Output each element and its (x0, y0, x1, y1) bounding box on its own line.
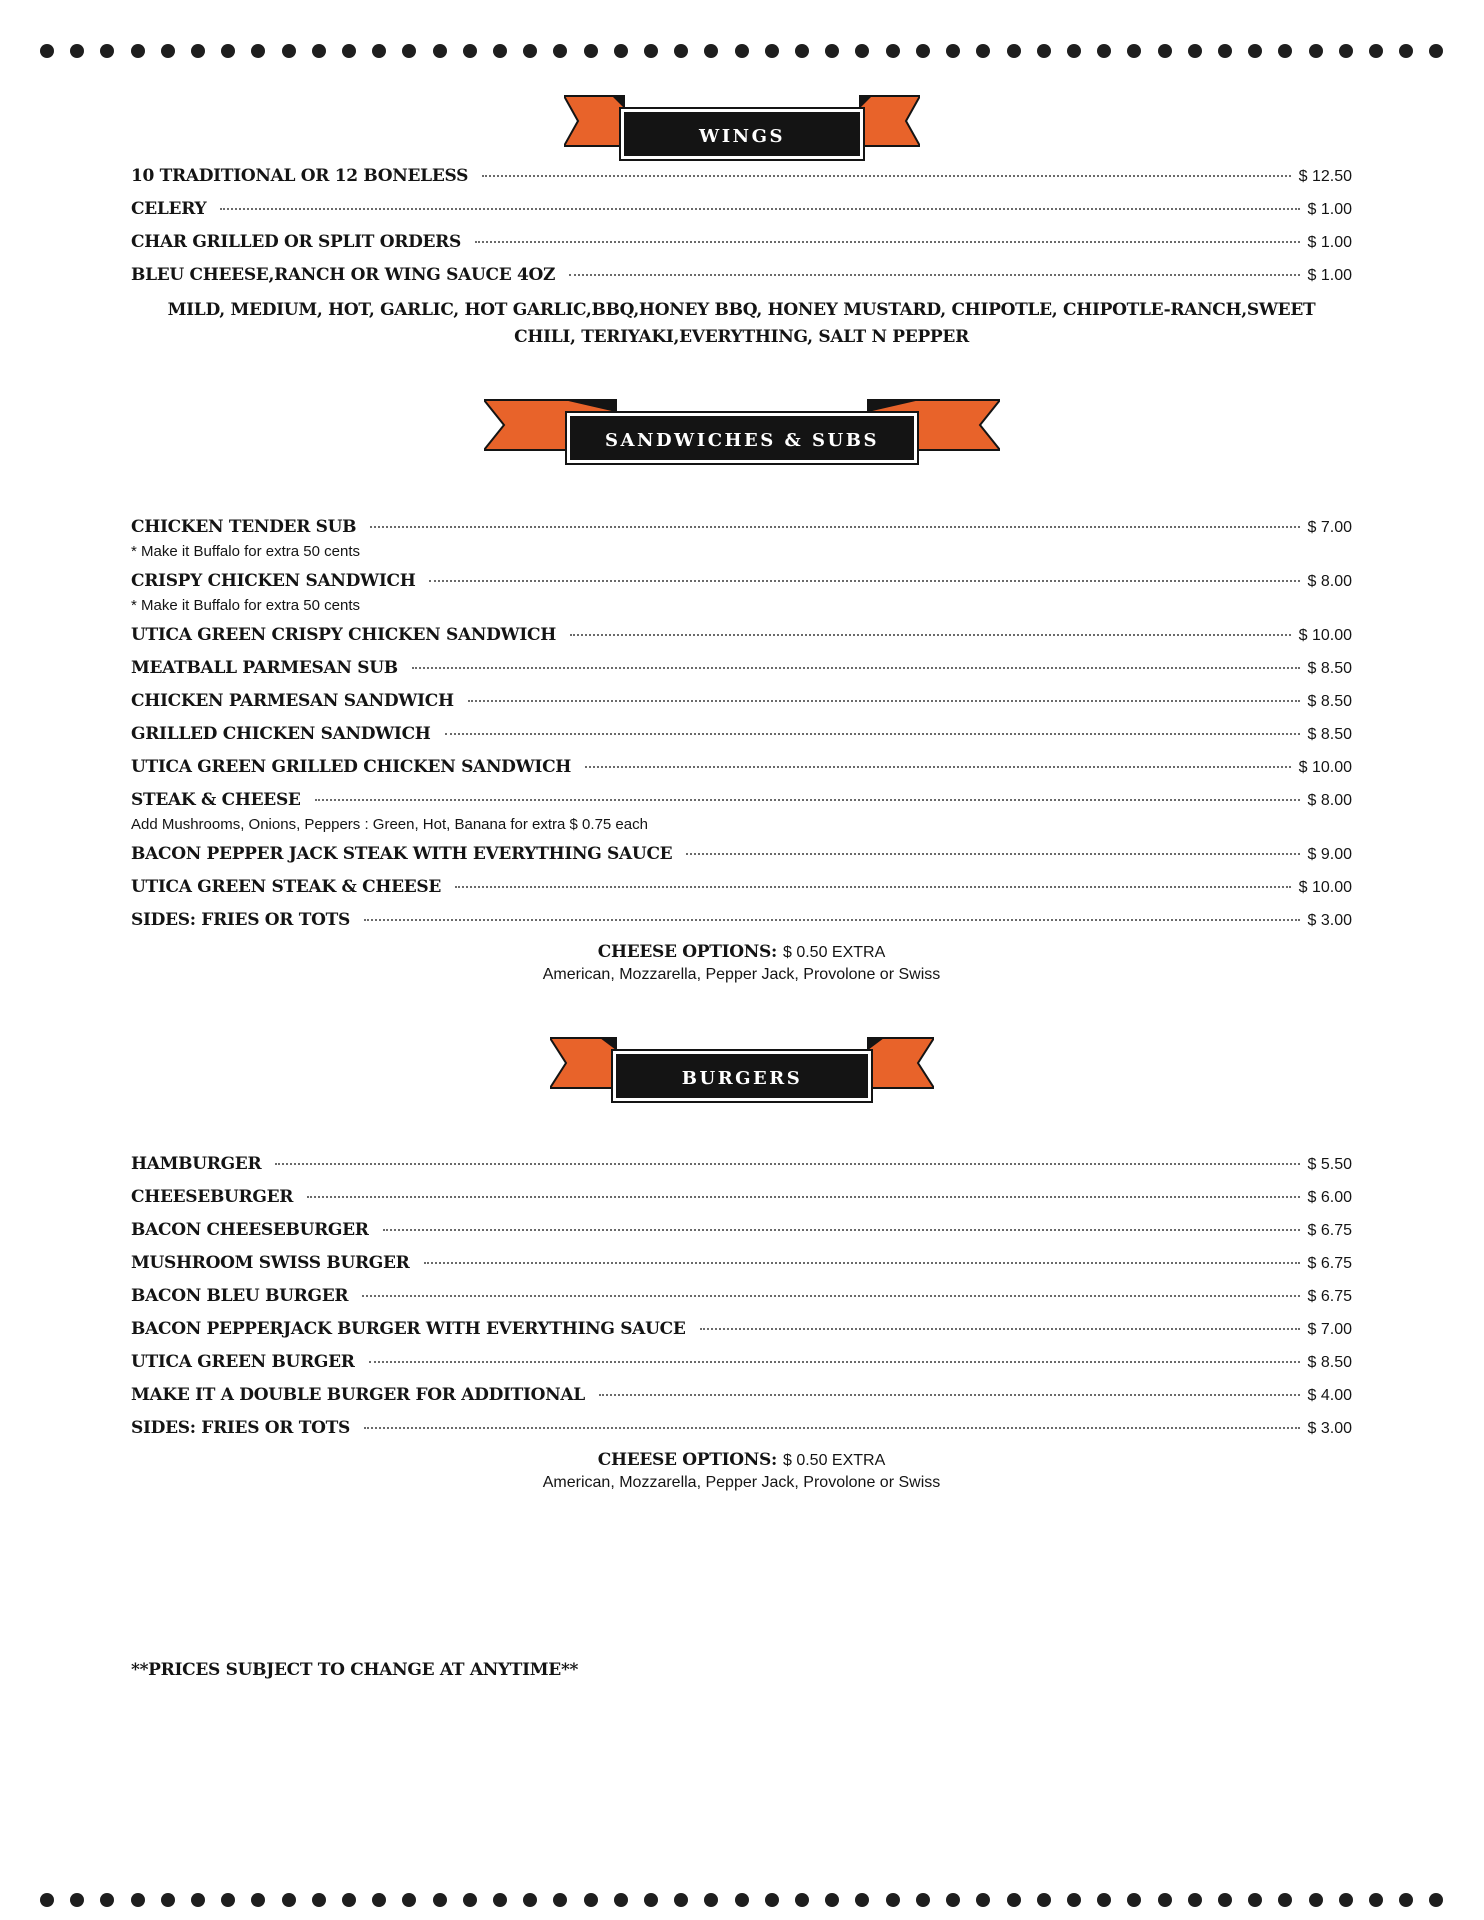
border-dot (1248, 1893, 1262, 1907)
cheese-options-price: $ 0.50 EXTRA (782, 944, 886, 961)
menu-item (131, 757, 1352, 777)
item-name: CHICKEN TENDER SUB (131, 517, 357, 537)
menu-item (131, 1319, 1352, 1339)
border-dot (946, 44, 960, 58)
dot-leader (307, 1196, 1299, 1198)
price-disclaimer: **PRICES SUBJECT TO CHANGE AT ANYTIME** (131, 1660, 579, 1680)
border-dot (342, 1893, 356, 1907)
item-name: CHAR GRILLED OR SPLIT ORDERS (131, 232, 461, 252)
border-dot (735, 1893, 749, 1907)
border-dot (1007, 44, 1021, 58)
item-name: MEATBALL PARMESAN SUB (131, 658, 398, 678)
sandwiches-banner (484, 396, 1000, 468)
dot-leader (475, 241, 1300, 243)
dot-leader (468, 700, 1300, 702)
item-name: BACON BLEU BURGER (131, 1286, 349, 1306)
dot-leader (686, 853, 1299, 855)
border-dot (644, 1893, 658, 1907)
item-name: CHICKEN PARMESAN SANDWICH (131, 691, 454, 711)
border-dot (372, 44, 386, 58)
item-price: $ 3.00 (1307, 912, 1352, 929)
item-price: $ 8.50 (1307, 726, 1352, 743)
border-dot (614, 44, 628, 58)
cheese-options (131, 942, 1352, 984)
item-name: CELERY (131, 199, 207, 219)
border-dot (704, 44, 718, 58)
menu-item (131, 1154, 1352, 1174)
border-dot (1067, 44, 1081, 58)
border-dot (191, 44, 205, 58)
border-dot (1037, 44, 1051, 58)
menu-item (131, 691, 1352, 711)
item-price: $ 6.75 (1307, 1288, 1352, 1305)
sandwiches-title: SANDWICHES & SUBS (605, 430, 879, 451)
dot-leader (429, 580, 1299, 582)
border-dot (855, 1893, 869, 1907)
wings-banner (564, 92, 920, 164)
border-dot (131, 1893, 145, 1907)
border-dot (1429, 44, 1443, 58)
cheese-options-title: CHEESE OPTIONS: (597, 1450, 777, 1470)
border-dot (1037, 1893, 1051, 1907)
border-dot (493, 1893, 507, 1907)
border-dot (704, 1893, 718, 1907)
border-dot (523, 1893, 537, 1907)
item-price: $ 8.50 (1307, 1354, 1352, 1371)
border-dot (100, 44, 114, 58)
item-name: UTICA GREEN CRISPY CHICKEN SANDWICH (131, 625, 556, 645)
menu-item (131, 877, 1352, 897)
dot-leader (364, 1427, 1300, 1429)
item-price: $ 8.00 (1307, 792, 1352, 809)
border-dot (70, 1893, 84, 1907)
border-dot (644, 44, 658, 58)
border-dot (976, 1893, 990, 1907)
border-dot (1067, 1893, 1081, 1907)
item-name: MAKE IT A DOUBLE BURGER FOR ADDITIONAL (131, 1385, 585, 1405)
border-dot (795, 44, 809, 58)
border-dot (1218, 44, 1232, 58)
item-price: $ 7.00 (1307, 519, 1352, 536)
cheese-options (131, 1450, 1352, 1492)
item-price: $ 8.00 (1307, 573, 1352, 590)
dot-leader (412, 667, 1300, 669)
item-name: MUSHROOM SWISS BURGER (131, 1253, 410, 1273)
border-dot (916, 44, 930, 58)
item-price: $ 1.00 (1307, 201, 1352, 218)
dot-leader (424, 1262, 1300, 1264)
dot-leader (364, 919, 1300, 921)
item-note: * Make it Buffalo for extra 50 cents (131, 543, 361, 560)
border-dot (1248, 44, 1262, 58)
border-dot (40, 44, 54, 58)
border-dot (1429, 1893, 1443, 1907)
item-note: Add Mushrooms, Onions, Peppers : Green, Hot, Banana for extra $ 0.75 each (131, 816, 648, 833)
border-dot (221, 44, 235, 58)
wing-flavors (131, 297, 1352, 351)
border-dot (1339, 44, 1353, 58)
border-dot (463, 1893, 477, 1907)
wing-flavors-line: MILD, MEDIUM, HOT, GARLIC, HOT GARLIC,BBQ,HONEY BBQ, HONEY MUSTARD, CHIPOTLE, CHIPOTLE-RANCH,SWEET (167, 300, 1316, 320)
cheese-options-price: $ 0.50 EXTRA (782, 1452, 886, 1469)
item-price: $ 9.00 (1307, 846, 1352, 863)
border-dot (1369, 44, 1383, 58)
border-dot (674, 1893, 688, 1907)
border-dot (221, 1893, 235, 1907)
item-name: UTICA GREEN GRILLED CHICKEN SANDWICH (131, 757, 572, 777)
border-dot (584, 1893, 598, 1907)
border-dot (916, 1893, 930, 1907)
cheese-options-list: American, Mozzarella, Pepper Jack, Provolone or Swiss (542, 966, 941, 983)
menu-item (131, 571, 1352, 591)
item-price: $ 6.75 (1307, 1222, 1352, 1239)
border-dot (131, 44, 145, 58)
dot-leader (482, 175, 1291, 177)
border-dot (1278, 44, 1292, 58)
dot-leader (362, 1295, 1299, 1297)
border-dot (312, 44, 326, 58)
border-dot (402, 1893, 416, 1907)
border-dot (1369, 1893, 1383, 1907)
item-note: * Make it Buffalo for extra 50 cents (131, 597, 361, 614)
dot-leader (370, 526, 1299, 528)
item-price: $ 3.00 (1307, 1420, 1352, 1437)
border-dot (765, 44, 779, 58)
border-dot (825, 1893, 839, 1907)
item-price: $ 1.00 (1307, 267, 1352, 284)
border-dot (1399, 1893, 1413, 1907)
item-price: $ 1.00 (1307, 234, 1352, 251)
item-name: SIDES: FRIES OR TOTS (131, 910, 350, 930)
top-dot-border (40, 40, 1444, 62)
item-name: 10 TRADITIONAL OR 12 BONELESS (131, 166, 469, 186)
border-dot (1309, 1893, 1323, 1907)
menu-item (131, 1286, 1352, 1306)
item-name: BACON PEPPER JACK STEAK WITH EVERYTHING SAUCE (131, 844, 673, 864)
item-price: $ 10.00 (1298, 879, 1352, 896)
menu-item (131, 1418, 1352, 1438)
dot-leader (315, 799, 1300, 801)
wings-title: WINGS (699, 126, 785, 147)
bottom-dot-border (40, 1889, 1444, 1911)
border-dot (735, 44, 749, 58)
item-price: $ 6.75 (1307, 1255, 1352, 1272)
border-dot (161, 1893, 175, 1907)
cheese-options-title: CHEESE OPTIONS: (597, 942, 777, 962)
border-dot (886, 44, 900, 58)
item-price: $ 8.50 (1307, 693, 1352, 710)
border-dot (433, 1893, 447, 1907)
menu-item (131, 844, 1352, 864)
border-dot (1097, 44, 1111, 58)
item-name: CRISPY CHICKEN SANDWICH (131, 571, 416, 591)
item-price: $ 12.50 (1298, 168, 1352, 185)
border-dot (161, 44, 175, 58)
menu-item (131, 724, 1352, 744)
border-dot (1127, 1893, 1141, 1907)
item-price: $ 5.50 (1307, 1156, 1352, 1173)
border-dot (1127, 44, 1141, 58)
border-dot (1158, 1893, 1172, 1907)
dot-leader (383, 1229, 1300, 1231)
dot-leader (570, 634, 1291, 636)
border-dot (493, 44, 507, 58)
item-name: BACON CHEESEBURGER (131, 1220, 369, 1240)
border-dot (282, 44, 296, 58)
dot-leader (585, 766, 1291, 768)
burgers-banner (550, 1034, 934, 1106)
border-dot (976, 44, 990, 58)
item-name: UTICA GREEN BURGER (131, 1352, 355, 1372)
item-price: $ 10.00 (1298, 627, 1352, 644)
border-dot (463, 44, 477, 58)
dot-leader (455, 886, 1291, 888)
menu-item (131, 199, 1352, 219)
item-price: $ 7.00 (1307, 1321, 1352, 1338)
border-dot (523, 44, 537, 58)
menu-item (131, 1253, 1352, 1273)
menu-item (131, 265, 1352, 285)
menu-item (131, 1352, 1352, 1372)
border-dot (614, 1893, 628, 1907)
item-name: BACON PEPPERJACK BURGER WITH EVERYTHING SAUCE (131, 1319, 686, 1339)
border-dot (251, 1893, 265, 1907)
menu-item (131, 517, 1352, 537)
dot-leader (220, 208, 1299, 210)
wing-flavors-line: CHILI, TERIYAKI,EVERYTHING, SALT N PEPPER (514, 327, 969, 347)
border-dot (1007, 1893, 1021, 1907)
border-dot (100, 1893, 114, 1907)
border-dot (1158, 44, 1172, 58)
menu-item (131, 1187, 1352, 1207)
item-price: $ 6.00 (1307, 1189, 1352, 1206)
border-dot (1188, 44, 1202, 58)
border-dot (825, 44, 839, 58)
border-dot (251, 44, 265, 58)
menu-item (131, 625, 1352, 645)
item-name: STEAK & CHEESE (131, 790, 301, 810)
border-dot (553, 44, 567, 58)
border-dot (795, 1893, 809, 1907)
menu-item (131, 910, 1352, 930)
border-dot (40, 1893, 54, 1907)
item-name: CHEESEBURGER (131, 1187, 294, 1207)
border-dot (1188, 1893, 1202, 1907)
dot-leader (599, 1394, 1300, 1396)
dot-leader (700, 1328, 1300, 1330)
border-dot (674, 44, 688, 58)
border-dot (584, 44, 598, 58)
cheese-options-list: American, Mozzarella, Pepper Jack, Provolone or Swiss (542, 1474, 941, 1491)
border-dot (433, 44, 447, 58)
border-dot (191, 1893, 205, 1907)
menu-item (131, 1385, 1352, 1405)
border-dot (312, 1893, 326, 1907)
border-dot (1218, 1893, 1232, 1907)
menu-item (131, 232, 1352, 252)
border-dot (402, 44, 416, 58)
item-name: GRILLED CHICKEN SANDWICH (131, 724, 431, 744)
menu-item (131, 658, 1352, 678)
border-dot (855, 44, 869, 58)
menu-item (131, 790, 1352, 810)
item-price: $ 4.00 (1307, 1387, 1352, 1404)
border-dot (553, 1893, 567, 1907)
border-dot (765, 1893, 779, 1907)
menu-item (131, 1220, 1352, 1240)
item-name: SIDES: FRIES OR TOTS (131, 1418, 350, 1438)
dot-leader (445, 733, 1300, 735)
border-dot (342, 44, 356, 58)
item-price: $ 10.00 (1298, 759, 1352, 776)
border-dot (886, 1893, 900, 1907)
dot-leader (275, 1163, 1299, 1165)
border-dot (1278, 1893, 1292, 1907)
border-dot (1097, 1893, 1111, 1907)
border-dot (946, 1893, 960, 1907)
border-dot (1339, 1893, 1353, 1907)
burgers-title: BURGERS (681, 1068, 803, 1089)
border-dot (282, 1893, 296, 1907)
item-price: $ 8.50 (1307, 660, 1352, 677)
menu-item (131, 166, 1352, 186)
border-dot (1399, 44, 1413, 58)
item-name: HAMBURGER (131, 1154, 262, 1174)
item-name: BLEU CHEESE,RANCH OR WING SAUCE 4OZ (131, 265, 556, 285)
border-dot (372, 1893, 386, 1907)
border-dot (70, 44, 84, 58)
dot-leader (569, 274, 1299, 276)
dot-leader (369, 1361, 1300, 1363)
border-dot (1309, 44, 1323, 58)
item-name: UTICA GREEN STEAK & CHEESE (131, 877, 442, 897)
